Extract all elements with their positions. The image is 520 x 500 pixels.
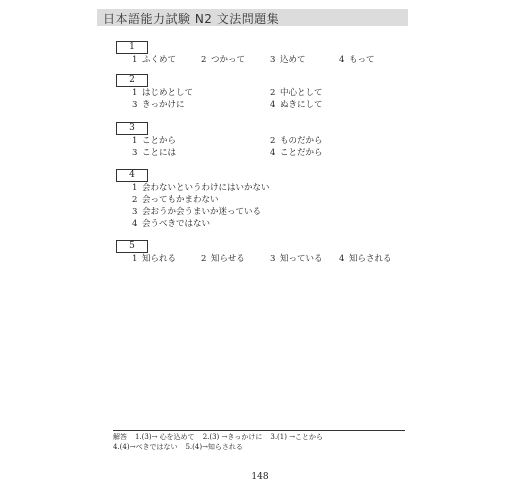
answer-item: 2.(3) →きっかけに: [202, 433, 263, 441]
option-text: ことだから: [280, 148, 323, 158]
option: [339, 254, 392, 264]
option-number: 4: [339, 254, 345, 264]
option: [132, 195, 219, 205]
answer-item: 5.(4)→知らされる: [185, 443, 243, 451]
option-text: つかって: [211, 55, 246, 65]
answer-item: 4.(4)→べきではない: [113, 443, 178, 451]
option: [201, 254, 245, 264]
option-text: もって: [349, 55, 375, 65]
option: [132, 136, 176, 146]
answers-divider: [113, 430, 405, 431]
question-number-box: 5: [116, 240, 148, 253]
option: [339, 55, 375, 65]
question-number-box: 4: [116, 169, 148, 182]
option-text: 中心として: [280, 88, 323, 98]
option: [132, 254, 176, 264]
option: [132, 148, 176, 158]
option: [132, 88, 193, 98]
option-number: 3: [270, 55, 276, 65]
option-number: 1: [132, 254, 138, 264]
option-text: 会おうか会うまいか迷っている: [142, 207, 262, 217]
answers-line-1: [113, 433, 331, 442]
option: [270, 88, 323, 98]
question-number-box: 3: [116, 122, 148, 135]
option-text: 会ってもかまわない: [142, 195, 219, 205]
option: [270, 254, 323, 264]
option-text: ことには: [142, 148, 177, 158]
option: [132, 183, 270, 193]
option-number: 3: [132, 207, 138, 217]
option-number: 1: [132, 136, 138, 146]
option-number: 3: [132, 148, 138, 158]
option-number: 1: [132, 183, 138, 193]
option-text: ものだから: [280, 136, 323, 146]
option: [270, 148, 323, 158]
page-number: 148: [251, 472, 269, 482]
question-number-box: 1: [116, 41, 148, 54]
option-text: 込めて: [280, 55, 306, 65]
option-text: きっかけに: [142, 100, 185, 110]
option-number: 4: [270, 100, 276, 110]
answer-item: 1.(3)→ 心を込めて: [135, 433, 195, 441]
option-number: 2: [132, 195, 138, 205]
option: [270, 136, 323, 146]
option: [132, 207, 261, 217]
option-text: 会わないというわけにはいかない: [142, 183, 270, 193]
option-number: 3: [270, 254, 276, 264]
option: [201, 55, 245, 65]
option-number: 3: [132, 100, 138, 110]
option-number: 2: [270, 88, 276, 98]
option-number: 4: [270, 148, 276, 158]
option-text: 会うべきではない: [142, 219, 211, 229]
option-number: 2: [270, 136, 276, 146]
option-number: 2: [201, 55, 207, 65]
option: [132, 219, 210, 229]
option-number: 4: [132, 219, 138, 229]
answer-item: 3.(1) →ことから: [270, 433, 324, 441]
option-text: 知らせる: [211, 254, 245, 264]
question-number-box: 2: [116, 74, 148, 87]
option-text: 知らされる: [349, 254, 392, 264]
option-number: 4: [339, 55, 345, 65]
answers-label: 解答: [113, 433, 127, 441]
option: [132, 55, 176, 65]
option-number: 1: [132, 88, 138, 98]
answers-line-2: [113, 443, 251, 452]
option-text: 知られる: [142, 254, 177, 264]
option-text: 知っている: [280, 254, 323, 264]
option-number: 2: [201, 254, 207, 264]
header-title: 日本語能力試験 N2 文法問題集: [103, 12, 280, 26]
option: [132, 100, 185, 110]
option: [270, 55, 306, 65]
option-number: 1: [132, 55, 138, 65]
option-text: はじめとして: [142, 88, 194, 98]
option-text: ぬきにして: [280, 100, 323, 110]
option-text: ふくめて: [142, 55, 177, 65]
option: [270, 100, 323, 110]
page-header: [97, 9, 408, 26]
option-text: ことから: [142, 136, 177, 146]
